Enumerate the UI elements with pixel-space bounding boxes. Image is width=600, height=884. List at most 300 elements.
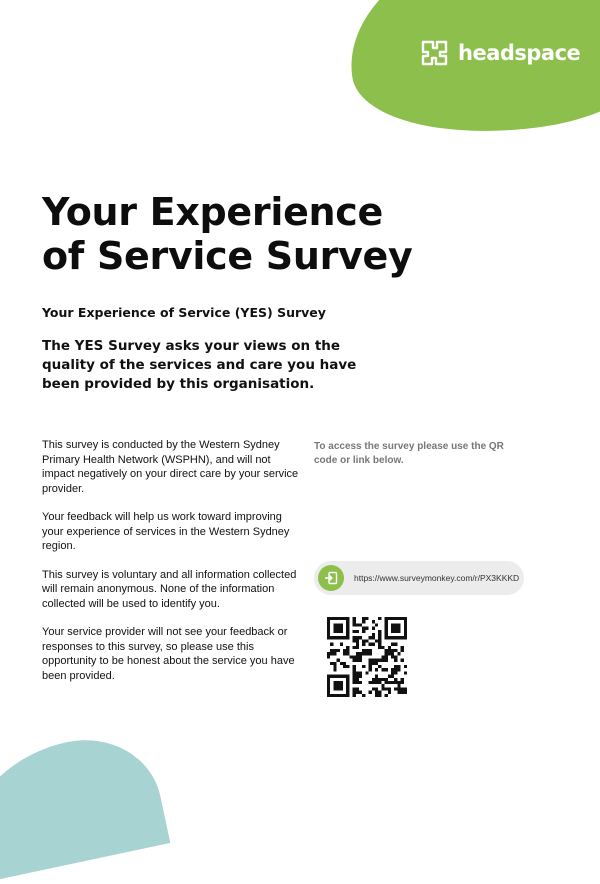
qr-module: [337, 623, 340, 626]
qr-module: [327, 636, 330, 639]
qr-module: [397, 668, 400, 671]
qr-module: [378, 681, 381, 684]
qr-module: [343, 694, 346, 697]
qr-module: [365, 627, 368, 630]
qr-module: [394, 681, 397, 684]
qr-module: [388, 636, 391, 639]
qr-module: [369, 662, 372, 665]
qr-module: [353, 620, 356, 623]
qr-code-icon[interactable]: [327, 617, 407, 697]
qr-module: [346, 630, 349, 633]
qr-module: [337, 627, 340, 630]
qr-module: [356, 691, 359, 694]
body-text-column: [42, 438, 302, 697]
qr-module: [362, 643, 365, 646]
qr-module: [343, 662, 346, 665]
qr-module: [378, 633, 381, 636]
qr-module: [385, 627, 388, 630]
qr-module: [353, 659, 356, 662]
qr-module: [333, 684, 336, 687]
access-instruction: To access the survey please use the QR code or link below.: [314, 441, 504, 466]
qr-module: [333, 681, 336, 684]
page-title: [42, 190, 462, 278]
qr-module: [381, 687, 384, 690]
qr-module: [353, 691, 356, 694]
qr-module: [404, 633, 407, 636]
qr-module: [353, 665, 356, 668]
qr-module: [359, 691, 362, 694]
qr-module: [401, 681, 404, 684]
qr-module: [337, 659, 340, 662]
qr-module: [394, 617, 397, 620]
qr-module: [394, 659, 397, 662]
decorative-green-shape: [336, 0, 600, 152]
qr-module: [375, 678, 378, 681]
qr-module: [337, 684, 340, 687]
qr-module: [375, 681, 378, 684]
qr-module: [391, 652, 394, 655]
qr-module: [333, 627, 336, 630]
qr-module: [353, 655, 356, 658]
qr-module: [346, 633, 349, 636]
qr-module: [356, 678, 359, 681]
qr-module: [346, 694, 349, 697]
qr-module: [346, 646, 349, 649]
qr-module: [337, 630, 340, 633]
qr-module: [359, 659, 362, 662]
qr-module: [385, 678, 388, 681]
qr-module: [394, 665, 397, 668]
qr-module: [330, 617, 333, 620]
qr-module: [369, 636, 372, 639]
qr-module: [378, 617, 381, 620]
qr-module: [365, 639, 368, 642]
qr-module: [404, 687, 407, 690]
qr-module: [397, 684, 400, 687]
qr-module: [385, 668, 388, 671]
qr-module: [381, 668, 384, 671]
qr-module: [391, 649, 394, 652]
qr-module: [340, 623, 343, 626]
qr-module: [337, 617, 340, 620]
qr-module: [404, 620, 407, 623]
qr-module: [401, 649, 404, 652]
qr-module: [381, 646, 384, 649]
qr-module: [391, 627, 394, 630]
qr-module: [362, 694, 365, 697]
qr-module: [343, 652, 346, 655]
qr-module: [378, 646, 381, 649]
qr-module: [404, 623, 407, 626]
qr-module: [388, 691, 391, 694]
qr-module: [346, 617, 349, 620]
qr-module: [353, 630, 356, 633]
decorative-teal-shape: [0, 726, 170, 884]
qr-module: [381, 678, 384, 681]
qr-module: [385, 633, 388, 636]
qr-module: [378, 659, 381, 662]
qr-module: [394, 655, 397, 658]
qr-module: [394, 627, 397, 630]
qr-module: [340, 617, 343, 620]
qr-module: [369, 681, 372, 684]
qr-module: [356, 659, 359, 662]
qr-module: [391, 617, 394, 620]
qr-module: [385, 620, 388, 623]
qr-module: [353, 687, 356, 690]
qr-module: [346, 691, 349, 694]
qr-module: [343, 636, 346, 639]
qr-module: [356, 675, 359, 678]
qr-module: [394, 678, 397, 681]
qr-module: [340, 684, 343, 687]
qr-module: [397, 652, 400, 655]
qr-module: [385, 630, 388, 633]
qr-module: [369, 691, 372, 694]
qr-module: [394, 623, 397, 626]
qr-module: [346, 684, 349, 687]
qr-module: [353, 694, 356, 697]
qr-module: [369, 668, 372, 671]
qr-module: [391, 671, 394, 674]
qr-module: [333, 636, 336, 639]
qr-module: [369, 659, 372, 662]
logo-wordmark: headspace: [458, 41, 581, 65]
qr-module: [356, 652, 359, 655]
qr-module: [375, 691, 378, 694]
qr-module: [404, 630, 407, 633]
qr-module: [343, 675, 346, 678]
qr-module: [346, 665, 349, 668]
qr-module: [378, 643, 381, 646]
qr-module: [356, 681, 359, 684]
qr-module: [330, 675, 333, 678]
qr-module: [340, 630, 343, 633]
qr-module: [346, 652, 349, 655]
qr-module: [375, 668, 378, 671]
qr-module: [388, 646, 391, 649]
qr-module: [385, 687, 388, 690]
qr-module: [340, 675, 343, 678]
qr-module: [378, 691, 381, 694]
qr-module: [385, 655, 388, 658]
qr-module: [404, 671, 407, 674]
qr-module: [401, 678, 404, 681]
survey-link[interactable]: [314, 561, 524, 595]
qr-module: [330, 662, 333, 665]
qr-module: [375, 675, 378, 678]
qr-module: [337, 649, 340, 652]
qr-module: [365, 649, 368, 652]
qr-module: [359, 652, 362, 655]
qr-module: [353, 646, 356, 649]
qr-module: [378, 678, 381, 681]
qr-module: [330, 643, 333, 646]
qr-module: [397, 691, 400, 694]
qr-module: [327, 655, 330, 658]
qr-module: [359, 636, 362, 639]
qr-module: [378, 665, 381, 668]
qr-module: [394, 649, 397, 652]
qr-module: [340, 662, 343, 665]
qr-module: [372, 620, 375, 623]
qr-module: [397, 636, 400, 639]
qr-module: [385, 649, 388, 652]
qr-module: [327, 687, 330, 690]
qr-module: [343, 649, 346, 652]
qr-module: [327, 675, 330, 678]
qr-module: [385, 636, 388, 639]
qr-module: [330, 694, 333, 697]
qr-module: [388, 675, 391, 678]
qr-module: [359, 671, 362, 674]
qr-module: [346, 636, 349, 639]
qr-module: [404, 617, 407, 620]
qr-module: [391, 623, 394, 626]
qr-module: [388, 687, 391, 690]
qr-module: [394, 636, 397, 639]
qr-module: [397, 627, 400, 630]
qr-module: [381, 684, 384, 687]
qr-module: [340, 687, 343, 690]
qr-module: [391, 655, 394, 658]
qr-module: [327, 694, 330, 697]
qr-module: [372, 643, 375, 646]
qr-module: [394, 630, 397, 633]
qr-module: [353, 671, 356, 674]
qr-module: [372, 678, 375, 681]
qr-module: [369, 643, 372, 646]
qr-module: [362, 630, 365, 633]
qr-module: [385, 652, 388, 655]
qr-module: [340, 681, 343, 684]
qr-module: [349, 655, 352, 658]
qr-module: [343, 617, 346, 620]
qr-module: [346, 623, 349, 626]
qr-module: [375, 662, 378, 665]
qr-module: [346, 678, 349, 681]
qr-module: [378, 636, 381, 639]
qr-module: [362, 652, 365, 655]
qr-module: [353, 681, 356, 684]
qr-module: [333, 652, 336, 655]
qr-module: [388, 617, 391, 620]
qr-module: [340, 636, 343, 639]
qr-module: [343, 665, 346, 668]
qr-module: [353, 678, 356, 681]
survey-url[interactable]: https://www.surveymonkey.com/r/PX3KKKD: [354, 573, 520, 583]
qr-module: [327, 630, 330, 633]
qr-module: [365, 617, 368, 620]
qr-module: [327, 623, 330, 626]
qr-module: [359, 655, 362, 658]
qr-module: [375, 639, 378, 642]
qr-module: [353, 639, 356, 642]
body-paragraph: This survey is conducted by the Western Sydney Primary Health Network (WSPHN), and will not impact negatively on your direct care by your service provider.: [42, 439, 299, 495]
qr-module: [401, 691, 404, 694]
qr-module: [337, 675, 340, 678]
qr-module: [337, 687, 340, 690]
qr-module: [397, 681, 400, 684]
intro-text: The YES Survey asks your views on the quality of the services and care you have been provided by this organisation.: [42, 338, 357, 392]
qr-module: [385, 659, 388, 662]
qr-module: [356, 639, 359, 642]
qr-module: [330, 649, 333, 652]
qr-module: [333, 668, 336, 671]
qr-module: [356, 671, 359, 674]
qr-module: [327, 678, 330, 681]
qr-module: [337, 681, 340, 684]
qr-module: [356, 630, 359, 633]
qr-module: [375, 694, 378, 697]
qr-module: [401, 659, 404, 662]
qr-module: [369, 665, 372, 668]
qr-module: [327, 681, 330, 684]
qr-module: [381, 655, 384, 658]
qr-module: [375, 659, 378, 662]
qr-module: [394, 671, 397, 674]
qr-module: [346, 649, 349, 652]
title-line-1: Your Experience: [42, 190, 383, 234]
qr-module: [330, 652, 333, 655]
qr-module: [397, 623, 400, 626]
qr-module: [372, 687, 375, 690]
qr-module: [353, 675, 356, 678]
qr-module: [372, 633, 375, 636]
qr-module: [385, 617, 388, 620]
qr-module: [346, 687, 349, 690]
qr-module: [401, 646, 404, 649]
qr-module: [353, 617, 356, 620]
qr-module: [369, 652, 372, 655]
qr-module: [372, 659, 375, 662]
body-paragraph: Your feedback will help us work toward improving your experience of services in the Western Sydney region.: [42, 511, 290, 552]
qr-module: [346, 627, 349, 630]
qr-module: [327, 620, 330, 623]
qr-module: [369, 649, 372, 652]
body-paragraph: Your service provider will not see your feedback or responses to this survey, so please use this opportunity to be honest about the service you have been provided.: [42, 626, 295, 682]
qr-module: [401, 636, 404, 639]
qr-module: [356, 643, 359, 646]
qr-module: [394, 668, 397, 671]
qr-module: [372, 681, 375, 684]
qr-module: [356, 646, 359, 649]
qr-module: [353, 636, 356, 639]
qr-module: [340, 694, 343, 697]
qr-module: [397, 617, 400, 620]
qr-module: [394, 687, 397, 690]
qr-module: [404, 691, 407, 694]
qr-module: [333, 662, 336, 665]
headspace-logo-icon: [418, 38, 452, 68]
qr-module: [385, 681, 388, 684]
qr-module: [359, 675, 362, 678]
qr-module: [391, 675, 394, 678]
qr-module: [327, 652, 330, 655]
qr-module: [397, 630, 400, 633]
qr-module: [391, 668, 394, 671]
subtitle: Your Experience of Service (YES) Survey: [42, 305, 326, 320]
qr-module: [372, 662, 375, 665]
qr-module: [362, 617, 365, 620]
qr-module: [381, 659, 384, 662]
qr-module: [404, 636, 407, 639]
qr-module: [372, 636, 375, 639]
qr-module: [353, 623, 356, 626]
qr-module: [346, 675, 349, 678]
qr-module: [391, 681, 394, 684]
title-line-2: of Service Survey: [42, 234, 413, 278]
qr-module: [378, 639, 381, 642]
qr-module: [404, 665, 407, 668]
qr-module: [330, 636, 333, 639]
qr-module: [333, 687, 336, 690]
qr-module: [404, 627, 407, 630]
qr-module: [333, 630, 336, 633]
qr-module: [337, 694, 340, 697]
qr-module: [333, 665, 336, 668]
qr-module: [362, 665, 365, 668]
qr-module: [353, 668, 356, 671]
qr-module: [333, 649, 336, 652]
qr-module: [388, 649, 391, 652]
qr-module: [346, 681, 349, 684]
qr-module: [397, 687, 400, 690]
qr-module: [346, 620, 349, 623]
qr-module: [362, 620, 365, 623]
qr-module: [362, 639, 365, 642]
qr-module: [362, 627, 365, 630]
qr-module: [401, 687, 404, 690]
qr-module: [356, 623, 359, 626]
qr-module: [385, 623, 388, 626]
qr-module: [397, 665, 400, 668]
qr-module: [391, 630, 394, 633]
qr-module: [375, 623, 378, 626]
headspace-logo: [418, 38, 580, 68]
qr-module: [356, 655, 359, 658]
qr-module: [375, 687, 378, 690]
qr-module: [378, 630, 381, 633]
qr-module: [337, 636, 340, 639]
qr-module: [372, 627, 375, 630]
qr-module: [391, 636, 394, 639]
qr-module: [327, 684, 330, 687]
qr-module: [385, 694, 388, 697]
qr-module: [356, 687, 359, 690]
qr-module: [340, 643, 343, 646]
qr-module: [356, 636, 359, 639]
qr-module: [391, 643, 394, 646]
qr-module: [340, 627, 343, 630]
qr-module: [388, 681, 391, 684]
qr-module: [388, 652, 391, 655]
qr-module: [327, 627, 330, 630]
qr-module: [401, 617, 404, 620]
enter-arrow-icon: [318, 565, 344, 591]
qr-module: [365, 671, 368, 674]
qr-module: [359, 681, 362, 684]
qr-module: [362, 649, 365, 652]
qr-module: [378, 694, 381, 697]
qr-module: [327, 617, 330, 620]
qr-module: [394, 643, 397, 646]
qr-module: [365, 652, 368, 655]
qr-module: [333, 675, 336, 678]
qr-module: [333, 623, 336, 626]
qr-module: [359, 623, 362, 626]
qr-module: [333, 694, 336, 697]
